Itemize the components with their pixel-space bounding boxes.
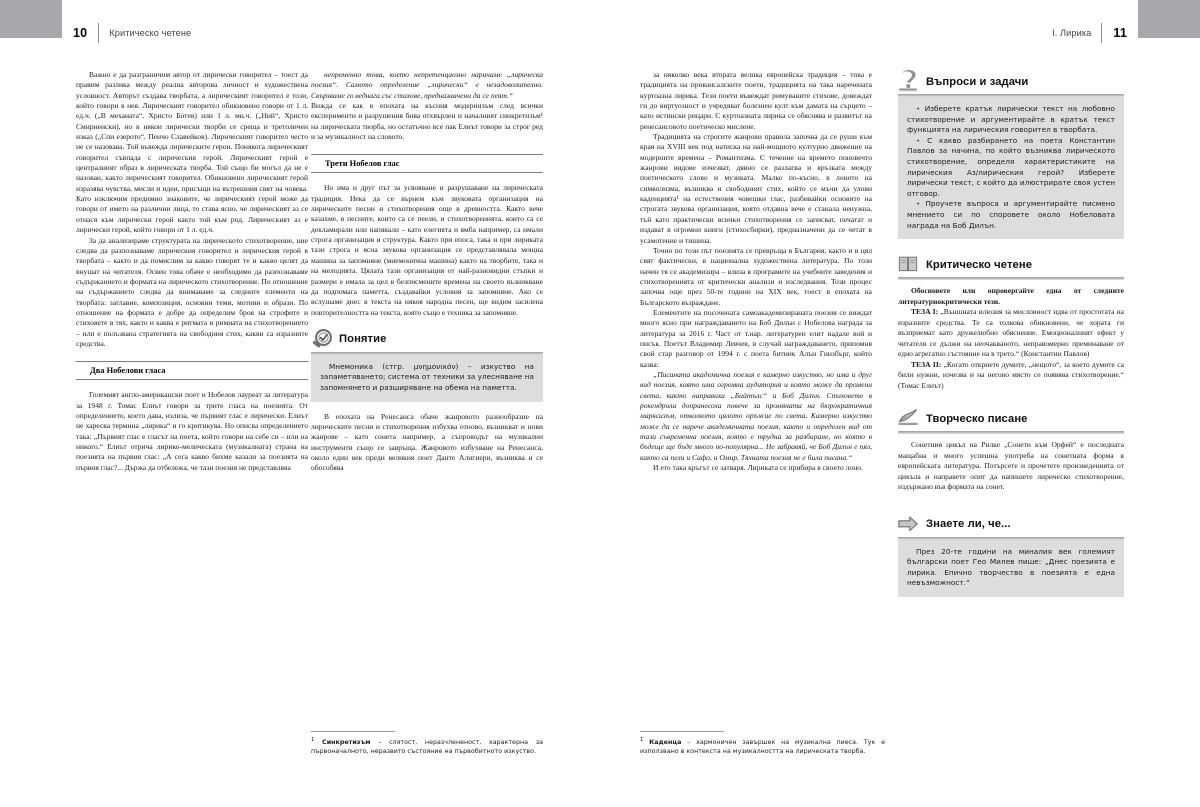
heading-rule-bottom <box>311 172 543 173</box>
paragraph: Големият англо-американски поет и Нобелов лауреат за литература за 1948 г. Томас Елиът говори за трите гласа на поезията. От определението, което дава, излиза, че първият глас е лирически. Елиът не харесва термина „лирика“ и го критикува. Но описва определението така: „Първият глас е гласът на поета, който говори на себе си – или на никого.“ Елиът отрича лирико-мелическата (музикалната) страна на поезията на първия глас: „А сега какво бихме казали за поезията на първия глас?... Държа да отбележа, че тази поезия не представлява <box>76 390 308 472</box>
paragraph: Елементите на посочената самоакадемизираната поезия се виждат много ясно при награждаването на Боб Дилън с Нобелова награда за литература за 2016 г. Част от т.нар. литературен елит надале вой и писък. Поетът Владимир Левчев, в случай награждаването, припомня свой стар разговор от 1994 г. с поета битник Алън Гинзбърг, който казва: <box>640 307 872 369</box>
did-you-know-text: През 20-те години на миналия век големият български поет Гео Милев пише: „Днес поезията е лирика. Епично творчество в поезията е една невъзможност.“ <box>907 546 1115 588</box>
feature-header <box>311 328 543 351</box>
footnote-marker: 1 <box>311 737 315 743</box>
page-number-left: 10 <box>73 26 88 40</box>
section-heading-label: Два Нобелови гласа <box>90 366 166 376</box>
task-item <box>907 199 1115 231</box>
text-column-1 <box>76 70 308 730</box>
feature-content <box>898 280 1124 391</box>
magnifier-check-icon <box>311 328 339 351</box>
feature-title: Критическо четене <box>926 258 1033 271</box>
feature-sidebar-column <box>898 70 1124 730</box>
paragraph: Точно по този път поезията се превръща в България, както и в цял свят фактически, в национална художествена литература. По този начин тя се академизира – влиза в програмите на учебните заведения и стихотворенията от критически анализи и изследвания. Този процес започва още през 50-те години на XIX век, тоест в епохата на Българското възраждане. <box>640 245 872 307</box>
task-item <box>907 104 1115 136</box>
task-text: С какво разбирането на поета Константин Павлов за начина, по който възниква лирическото стихотворение, определя характеристиките на лирическия Аз/лирическия герой? Изберете лирически текст, с който да илюстрирате своя устен отговор. <box>907 135 1116 198</box>
arrow-right-icon <box>898 513 926 536</box>
feature-header <box>898 70 1124 93</box>
feature-header <box>898 253 1124 276</box>
feature-header <box>898 513 1124 536</box>
feature-box-concept <box>311 328 543 402</box>
quotation-eliot: непременно това, което непретенциозно наричаме „лирическа поезия“. Самото определение „лирически“ е незадоволително. Свързваме го веднага със стихове, предназначени да се пеят.“ <box>311 70 543 100</box>
bullet-glyph: • <box>916 199 926 209</box>
paragraph: за няколко века втората велика европейска традиция – това е традицията на провансалските поети, традицията на така наречената куртоазна лирика. Тези поети въвеждат римуваните стихове, довеждат ги до виртуозност и учредяват болезнен култ към дамата на сърцето – като истински рицари. С куртоазната лирика се обяснява и развитът на ренесансовото поетическо мислене. <box>640 70 872 131</box>
feature-title: Въпроси и задачи <box>926 75 1029 88</box>
concept-definition: Мнемоника (стгр. μνημονικόν) – изкуство на запаметяването; система от техники за улесняване на запомнянето и разширяване на обема на паметта. <box>320 361 534 393</box>
footnote-definition: – хармоничен завършек на музикална пиеса. Тук е използвано в контекста на музикалността на лирическата творба. <box>640 739 885 756</box>
paragraph: Традицията на строгите жанрови правила започва да се руши към края на XVIII век под натиска на най-мощното културно движение на модерните времена – Романтизма. С течение на времето поновечто жанрови видове изчезват, дявно се разлагва и връзката между поетическото слово и музиката. Малко по-късно, в лоното на символизма, възниква и свободният стих, който се мъчи да улови каденцията¹ на естествения човешки глас, разбивайки основите на строгата звукова организация, която отдавна вече е станала ненужна, тъй като практически всички стихотворения се записват, печатат и издават в огромни книги (стихосбирки), предназначени да се четат в усамотение и тишина. <box>640 132 872 245</box>
page-bleed-right <box>1138 0 1200 38</box>
running-head-right <box>1042 22 1138 44</box>
paragraph: За да анализираме структурата на лирическото стихотворение, ние следва да разпознаваме лирическия говорител и лирическия герой в творбата – както и да помислим за какво говорят те и какво целят да внушат на читателя. Освен това обаче е необходимо да разпознаваме съдържанието и формата на лирическото стихотворение. По отношение на съдържанието следва да внимаваме за следните елементи на творбата: заглавие, композиция, основни теми, мотиви и образи. По отношение на формата е добре да определим броя на строфите и стиховете в тях, както и каква е ритмата и римната на стихотворението – или е полъзвана стратегията на свободния стих, какви са изразните средства. <box>76 235 308 348</box>
feature-box-did-you-know <box>898 513 1124 597</box>
text-column-2 <box>311 70 543 730</box>
footnote-rule <box>640 731 724 732</box>
feature-content <box>311 355 543 402</box>
paragraph: Но има и друг път за усвояване и разрушаване на лирическата традиция. Нека да се върнем към звуковата организация на лирическите песни и стихотворения още в древността. Както вече казахме, в песните, които са се пеели, и стихотворенията, които са се декламирали или напявали – като елегията и ямба например, са имали строга организация и структура. Както при епоса, така и при лириката тази строга и ясна звукова организация се представлявала мощна машина за запомняне (мнемонична машина) както на творбите, така и на мелодията. Цялата тази организация от най-разновидни стъпки и размери е имала за цел в безписмените времена на своето възникване да подпомага паметта, създавайки условия за запомняне. Ако се вслушаме днес в текста на някоя народна песен, ще видим засилена повторителността на текста, която също е техника за запомняне. <box>311 183 543 317</box>
footnote-text <box>640 736 885 756</box>
running-title-left: Критическо четене <box>109 28 192 38</box>
feature-title: Творческо писане <box>926 412 1028 425</box>
feature-title: Понятие <box>339 333 387 346</box>
feature-content <box>898 540 1124 597</box>
thesis-label: ТЕЗА II: <box>911 359 942 369</box>
feature-box-questions-and-tasks <box>898 70 1124 239</box>
critical-reading-lead <box>898 286 1124 307</box>
paragraph: В епохата на Ренесанса обаче жанровото разнообразие на лирическите песни и стихотворения избухва отново, възникват и нови жанрове – като сонета например, а съпроводът на музикални инструменти също се завръща. Жанровото избухване на Ренесанса, около един век преди великия поет Данте Алигиери, възниква и се обособява <box>311 411 543 473</box>
bullet-glyph: • <box>916 104 925 113</box>
thesis-item <box>898 307 1124 360</box>
footnote-term: Каденца <box>649 739 682 747</box>
feature-content <box>898 434 1124 493</box>
quill-pen-icon <box>898 407 926 430</box>
running-head-left <box>62 22 201 44</box>
thesis-label: ТЕЗА I: <box>911 307 939 317</box>
section-heading-third-nobel-voice <box>311 154 543 173</box>
feature-header <box>898 407 1124 430</box>
lead-emphasis: Обосновете или опровергайте една от следните литературнокритически тези. <box>898 286 1124 306</box>
feature-box-creative-writing <box>898 407 1124 493</box>
footnote-marker: 1 <box>640 737 644 743</box>
task-text: Проучете въпроса и аргументирайте писмено мнението си по споровете около Нобеловата награда на Боб Дилън. <box>907 199 1115 230</box>
section-heading-two-nobel-voices <box>76 361 308 380</box>
footnote-definition: – слятост, неразчлененост, характерна за първоначалното, неразвито състояние на първобитното изкуство. <box>311 739 543 756</box>
footnote-text <box>311 736 543 756</box>
section-heading-label: Трети Нобелов глас <box>325 159 400 169</box>
feature-box-critical-reading <box>898 253 1124 391</box>
paragraph: И ето така кръгът се затваря. Лириката се прибира в своето лоно. <box>653 463 863 473</box>
open-book-icon <box>898 253 926 276</box>
task-item <box>907 136 1115 200</box>
footnote-syncretism <box>311 731 543 756</box>
heading-rule-bottom <box>76 379 308 380</box>
task-text: Изберете кратък лирически текст на любовно стихотворение и аргументирайте в кратък текст функцията на лирическия говорител в творбата. <box>907 104 1115 135</box>
feature-title: Знаете ли, че... <box>926 518 1011 531</box>
footnote-term: Синкретизъм <box>322 739 371 747</box>
creative-writing-text: Сонетния цикъл на Рилке „Сонети към Орфей“ е последната мащабна и много успешна употреба на сонетната форма в европейската литература. Потърсете и прочетете произведенията от цикъла и направете опит да напишете лирическо стихотворение, издържано във формата на сонет. <box>898 440 1124 492</box>
page-bleed-left <box>0 0 62 38</box>
thesis-text: „Когато откриете думите, „нещото“, за което думите са били нужни, изчезва и на негово място се появява стихотворение.“ (Томас Елиът) <box>898 359 1124 390</box>
bullet-glyph: • <box>916 135 928 145</box>
feature-content <box>898 97 1124 239</box>
thesis-item <box>898 360 1124 392</box>
thesis-text: „Външната илюзия за мисловност идва от простотата на изразните средства. Те са толкова обикновени, че хората ги възприемат като дружелюбно обяснение. Емоционалният ефект у читателя се дължи на неочакваното, неправомерно преминаване от едно агрегатно състояние на в трето.“ (Константин Павлов) <box>898 307 1124 359</box>
footnote-cadence <box>640 731 885 756</box>
footnote-rule <box>311 731 395 732</box>
page-number-right: 11 <box>1113 26 1127 40</box>
quotation-ginsberg: „Писаната академична поезия е камерно изкуство, но има и друг вид поезия, която има огромна аудитория и която може да промени света, както направиха „Бийтълс“ и Боб Дилън. Стиховете в рокендрола допринесоха повече за промяната на бюрократичния марксизъм, отколкото цялото оръжие по света. Камерно изкуство може да се нарече академичната поезия, както и определен вид от тази съвременна поезия, която е трудна за разбиране, но която в бъдеще ще бъде много по-популярна... Не забравяй, че Боб Дилън е пял, както са пели и Сафо, и Омир. Тяхната поезия не е била писана.“ <box>640 369 872 462</box>
running-title-right: I. Лирика <box>1052 28 1092 38</box>
paragraph: Важно е да разграничим автор от лирически говорител – тоест да правим разлика между реална авторова личност и художествена условност. Авторът създава творбата, а лирическият говорител е този, който говори в нея. Лирическият говорител обикновено говори от 1 л. ед.ч. („В механата“, Христо Ботев) или 1 л. мн.ч. („Ний“, Христо Смирненски), но в някои лирически творби се среща и третоличен изказ („Спи езерото“, Пенчо Славейков). Лирическият говорител често не се назовава. Той въвежда лирическите герои. Понякога лирическият говорител съвпада с лирическия герой. Лирическият герой е централният образ в лирическата творба. Той също би могъл да не е назован, както лирическият говорител. Обикновено лирическият герой изразява чувства, мисли и идеи, присъщи на вътрешния свят на човека. Като изключим предимно знаковите, че лирическият герой може да говори от името на различни лица, то става ясно, че лирическият аз се отнася към лирически герой както той към род. Лирическият аз е лирически герой, който говори от 1 л. ед.ч. <box>76 70 308 235</box>
text-column-3 <box>640 70 872 730</box>
paragraph: Вижда се как в епохата на късния модернизъм след всички експерименти и разрушения бива отхвърлен и началният синкретизъм¹ на лирическата творба, но остатъчно все пак Елиът говори за строг ред и за музикалност на словото. <box>311 101 543 142</box>
question-mark-icon <box>898 70 926 93</box>
